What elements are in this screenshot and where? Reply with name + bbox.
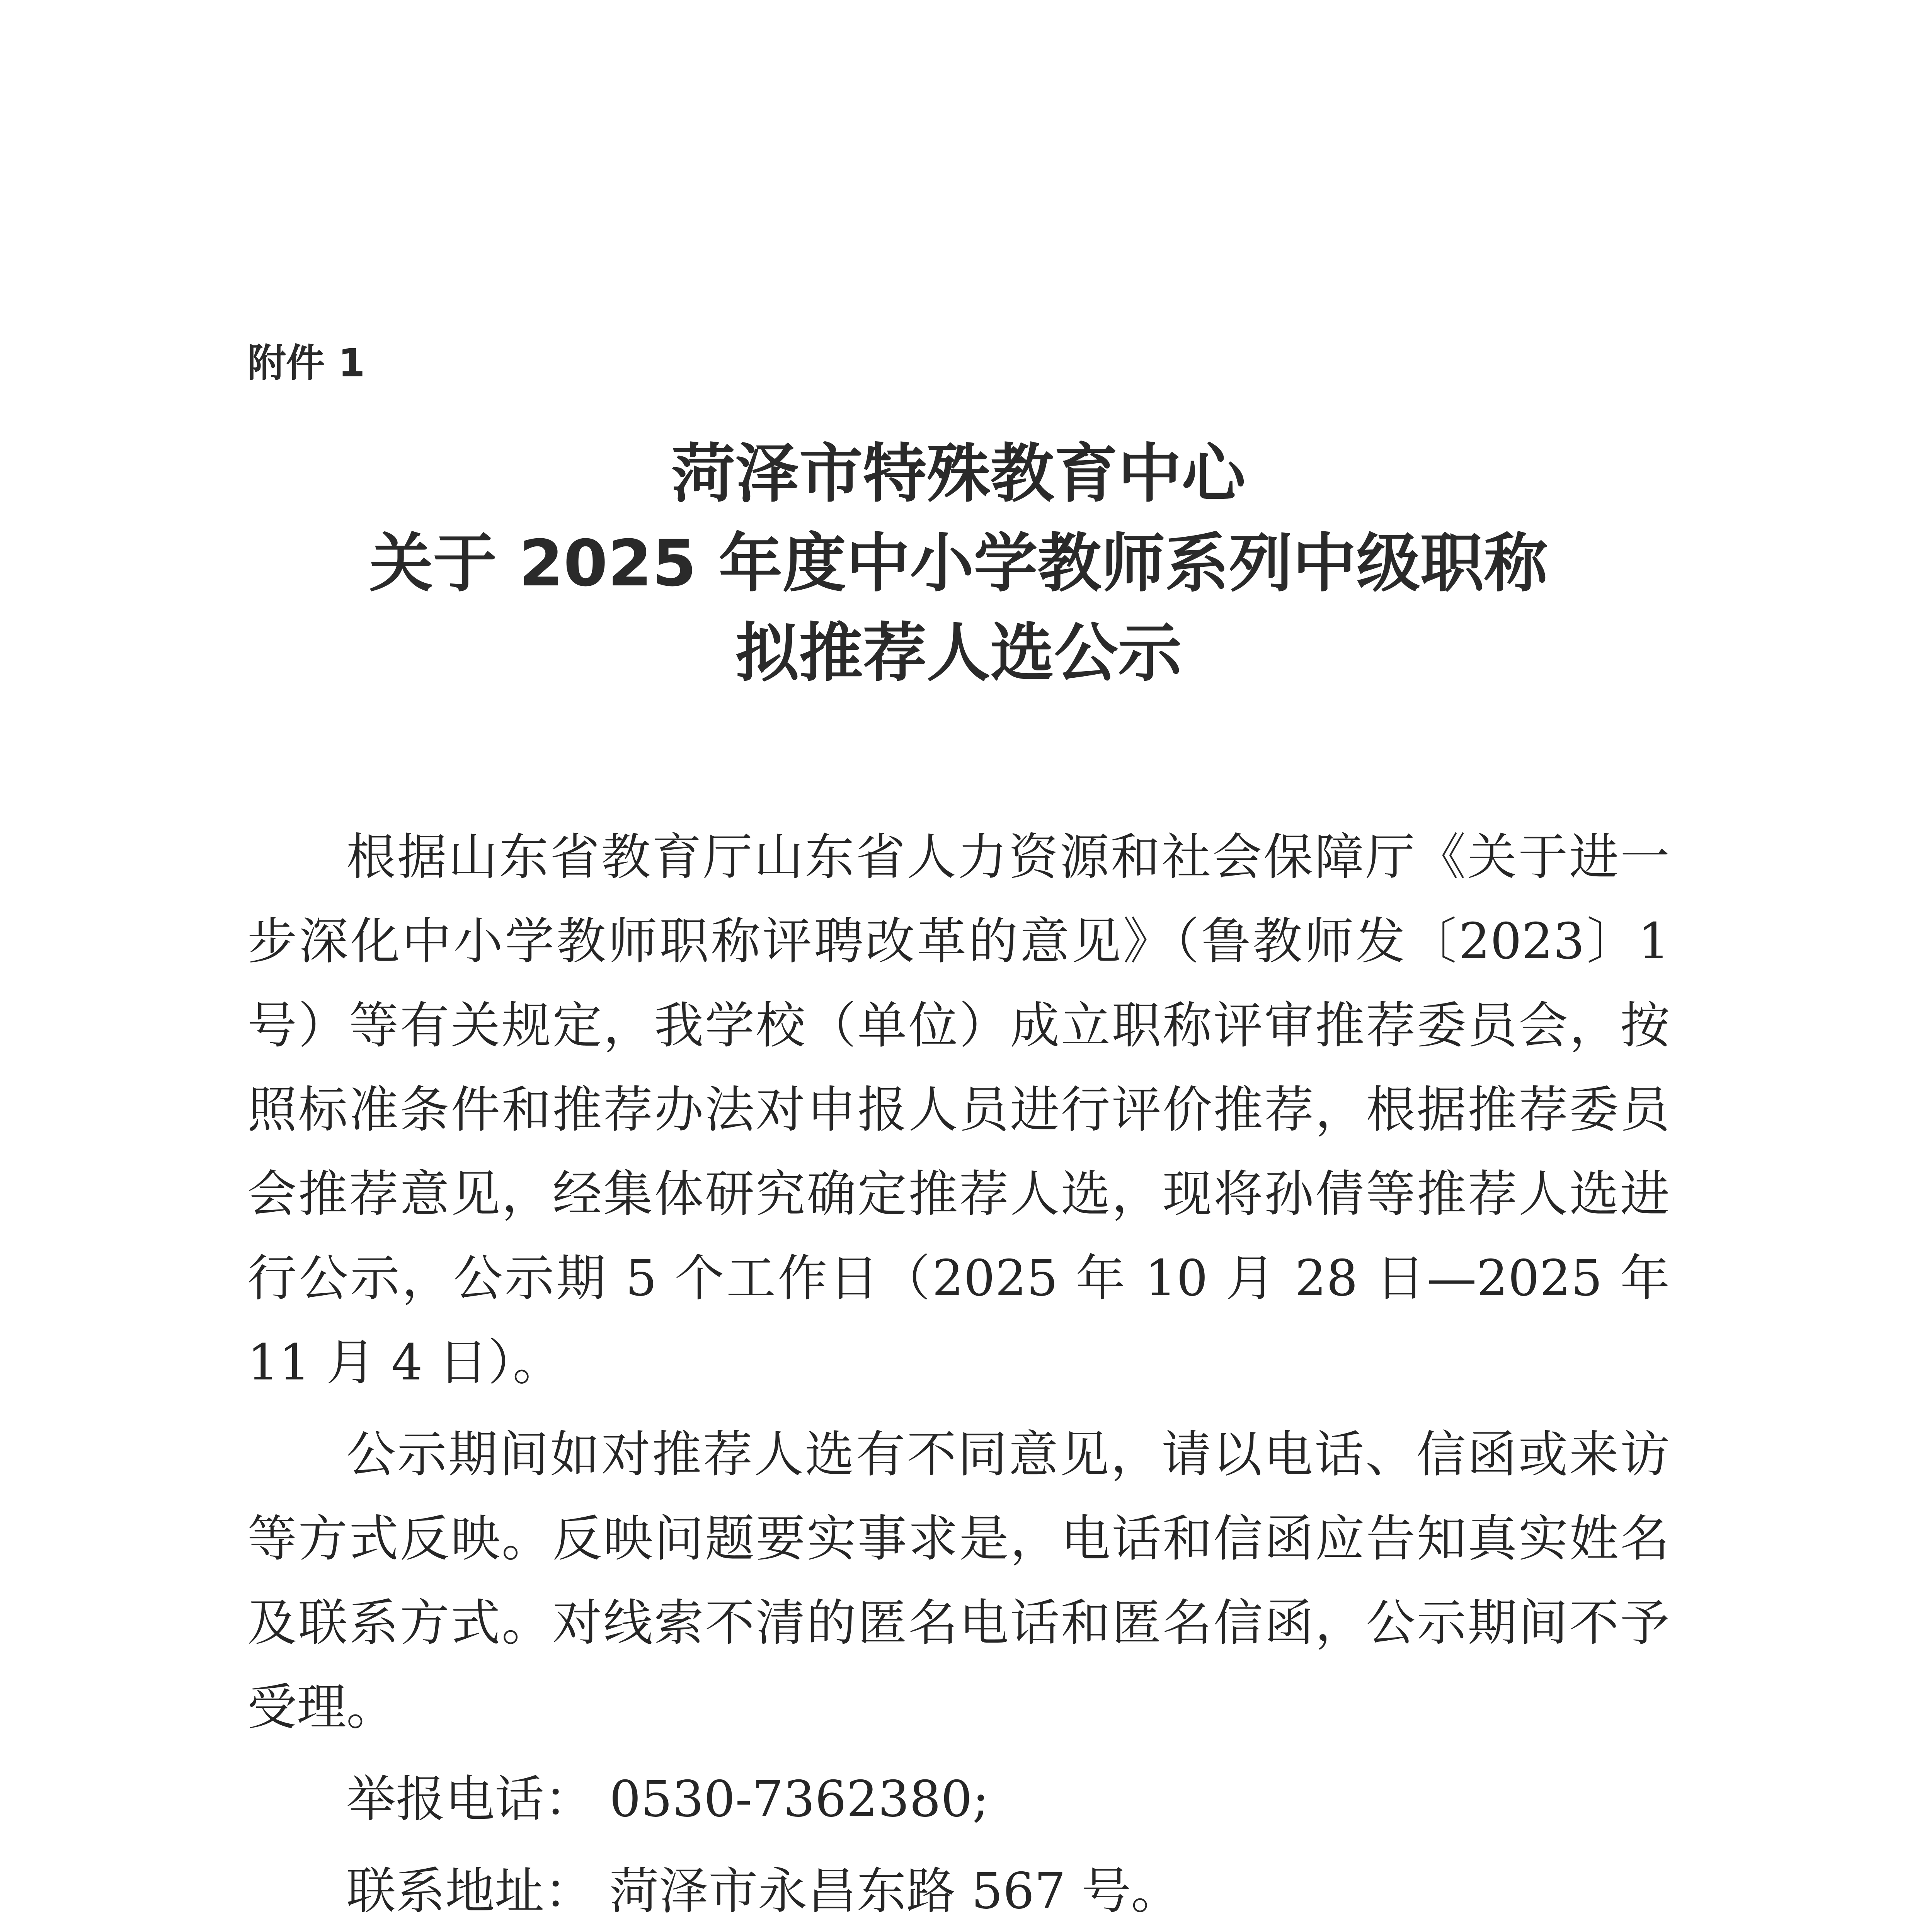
body-paragraph-2: 公示期间如对推荐人选有不同意见，请以电话、信函或来访等方式反映。反映问题要实事求是，电话和信函应告知真实姓名及联系方式。对线索不清的匿名电话和匿名信函，公示期间不予受理。 <box>247 1426 1670 1736</box>
body-paragraph-1: 根据山东省教育厅山东省人力资源和社会保障厅《关于进一步深化中小学教师职称评聘改革的意见》（鲁教师发〔2023〕1号）等有关规定，我学校（单位）成立职称评审推荐委员会，按照标准条件和推荐办法对申报人员进行评价推荐，根据推荐委员会推荐意见，经集体研究确定推荐人选，现将孙倩等推荐人选进行公示，公示期 5 个工作日（2025 年 10 月 28 日—2025 年 11 月 4 日）。 <box>247 828 1670 1391</box>
title-line-2: 关于 2025 年度中小学教师系列中级职称 <box>369 526 1548 600</box>
attachment-label: 附件 1 <box>247 340 365 386</box>
title-line-1: 菏泽市特殊教育中心 <box>671 437 1246 511</box>
report-phone-line: 举报电话： 0530-7362380; <box>346 1770 989 1828</box>
document-title <box>247 429 1670 698</box>
contact-address-line: 联系地址： 菏泽市永昌东路 567 号。 <box>346 1862 1181 1920</box>
document-body <box>247 815 1670 1932</box>
title-line-3: 拟推荐人选公示 <box>735 616 1182 690</box>
